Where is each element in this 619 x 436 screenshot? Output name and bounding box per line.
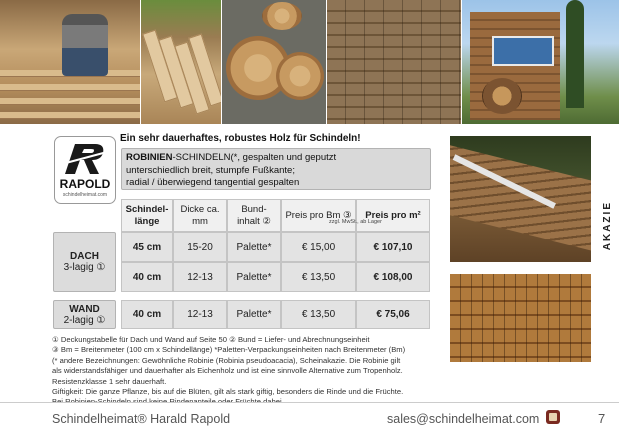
- header-thickness-text: Dicke ca. mm: [180, 204, 220, 227]
- footer-divider: [0, 402, 619, 403]
- photo-house: [462, 0, 619, 124]
- plank: [0, 98, 140, 105]
- header-bundle-text: Bund-inhalt ②: [237, 204, 271, 227]
- table-cell-bundle: Palette*: [227, 232, 281, 262]
- table-cell-thickness: 15-20: [173, 232, 227, 262]
- table-cell-price-m2: € 108,00: [356, 262, 430, 292]
- product-description: [121, 148, 431, 190]
- header-bundle: [227, 199, 281, 232]
- header-price-m2: [356, 199, 430, 232]
- table-cell-length: 40 cm: [121, 262, 173, 292]
- table-cell-price-bm: € 13,50: [281, 262, 356, 292]
- plank: [0, 84, 140, 91]
- shop-icon[interactable]: [546, 410, 560, 424]
- table-cell-length: 40 cm: [121, 300, 173, 329]
- table-cell-price-m2: € 75,06: [356, 300, 430, 329]
- description-line-1: [126, 152, 430, 165]
- photo-strip: [0, 0, 619, 124]
- footnotes: [52, 335, 446, 408]
- table-cell-bundle: Palette*: [227, 262, 281, 292]
- log-end: [262, 2, 302, 30]
- vat-note: zzgl. MwSt., ab Lager: [329, 219, 382, 225]
- header-length-text: Schindel-länge: [125, 204, 169, 227]
- description-line-1-rest: -SCHINDELN(*, gespalten und geputzt: [172, 152, 337, 163]
- header-price-bm: [281, 199, 356, 232]
- group-dach-sub: 3-lagig ①: [63, 262, 106, 273]
- photo-shingle-wall: [327, 0, 461, 124]
- worker-figure: [62, 14, 108, 76]
- log-barrel: [482, 78, 522, 114]
- photo-workshop: [0, 0, 140, 124]
- group-dach-name: DACH: [70, 251, 99, 262]
- rapold-logo: [54, 136, 116, 204]
- footnote-line: Resistenzklasse 1 sehr dauerhaft.: [52, 376, 167, 386]
- page-footer: [0, 402, 619, 436]
- group-wand-sub: 2-lagig ①: [63, 314, 106, 326]
- footnote-line: ① Deckungstabelle für Dach und Wand auf Seite 50 ② Bund = Liefer- und Abrechnungseinheit: [52, 335, 370, 344]
- tree: [566, 0, 584, 108]
- page-number: 7: [598, 411, 606, 426]
- header-price-m2-text: Preis pro m²: [365, 209, 421, 221]
- header-thickness: [173, 199, 227, 232]
- photo-wall-shingles: [450, 274, 591, 362]
- table-cell-price-bm: € 15,00: [281, 232, 356, 262]
- header-length: [121, 199, 173, 232]
- description-bold: ROBINIEN: [126, 152, 173, 163]
- description-line-3: radial / überwiegend tangential gespalten: [126, 177, 300, 188]
- roof-shingles: [450, 143, 591, 255]
- footnote-line: als widerstandsfähiger und dauerhafter als Eichenholz und ist eine sinnvolle Alternative zum Tropenholz.: [52, 366, 403, 376]
- table-cell-thickness: 12-13: [173, 262, 227, 292]
- rr-logo-mark: [61, 142, 109, 176]
- footnote-line: ③ Bm = Breitenmeter (100 cm x Schindellänge) *Paletten-Verpackungseinheiten nach Breitenmeter (Bm): [52, 345, 406, 355]
- footnote-line: Giftigkeit: Die ganze Pflanze, bis auf die Blüten, gilt als stark giftig, besonders die Rinde und die Früchte.: [52, 387, 404, 397]
- table-cell-bundle: Palette*: [227, 300, 281, 329]
- table-cell-price-bm: € 13,50: [281, 300, 356, 329]
- headline: Ein sehr dauerhaftes, robustes Holz für Schindeln!: [120, 133, 361, 144]
- photo-logs: [222, 0, 326, 124]
- group-dach: [53, 232, 116, 292]
- photo-roof: [450, 136, 591, 262]
- plank: [0, 112, 140, 119]
- footnote-line: (* andere Bezeichnungen: Gewöhnliche Robinie (Robinia pseudoacacia), Scheinakazie. Die Robinie gilt: [52, 355, 401, 365]
- side-label: [596, 182, 619, 270]
- table-cell-length: 45 cm: [121, 232, 173, 262]
- photo-shingle-stack: [141, 0, 221, 124]
- table-cell-thickness: 12-13: [173, 300, 227, 329]
- logo-website: schindelheimat.com: [62, 192, 108, 198]
- table-cell-price-m2: € 107,10: [356, 232, 430, 262]
- footer-company: Schindelheimat® Harald Rapold: [52, 412, 231, 426]
- side-label-text: AKAZIE: [602, 201, 613, 251]
- logo-name: RAPOLD: [59, 177, 111, 191]
- description-line-2: unterschiedlich breit, stumpfe Fußkante;: [126, 164, 295, 176]
- header-price-bm-text: Preis pro Bm ③: [285, 209, 352, 221]
- log-end: [276, 52, 324, 100]
- group-wand: [53, 300, 116, 329]
- house-sign: [492, 36, 554, 66]
- group-wand-name: WAND: [69, 303, 100, 315]
- footer-email-link[interactable]: sales@schindelheimat.com: [387, 412, 540, 426]
